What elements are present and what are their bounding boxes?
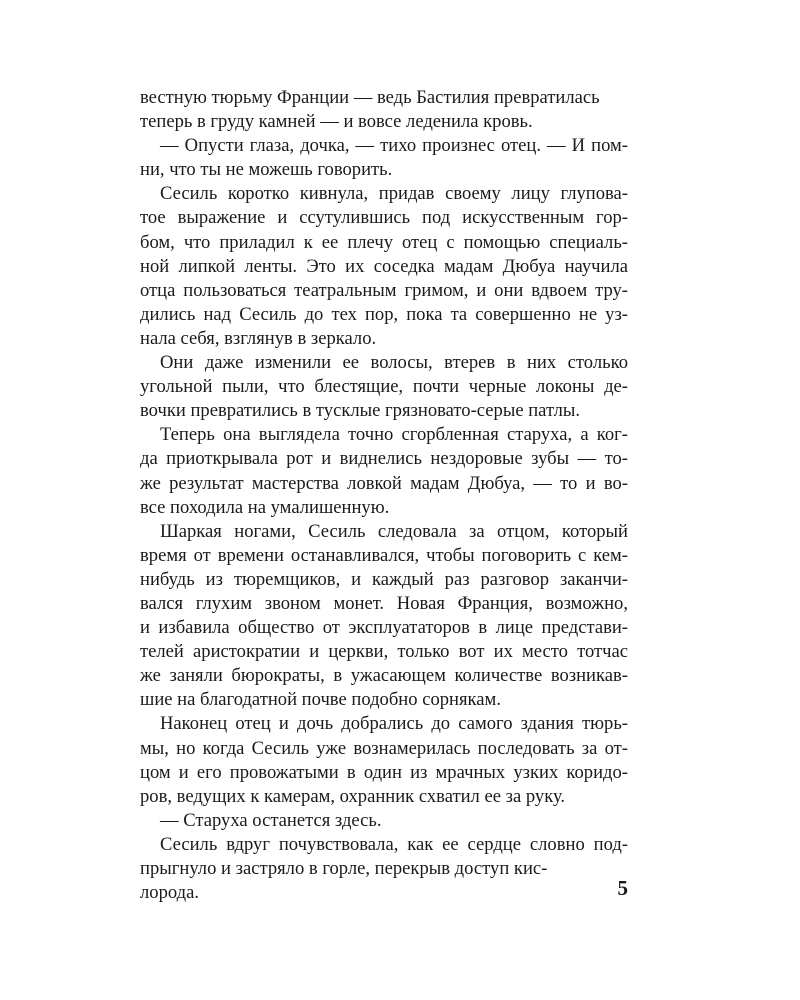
text-line: теперь в груду камней — и вовсе леденила кровь. — [140, 111, 533, 133]
text-line: и избавила общество от эксплуататоров в лице представи- — [140, 617, 628, 639]
text-line: вестную тюрьму Франции — ведь Бастилия превратилась — [140, 87, 600, 108]
text-line: шие на благодатной почве подобно сорнякам. — [140, 689, 501, 711]
text-line: бом, что приладил к ее плечу отец с помощью специаль- — [140, 231, 628, 253]
text-line: прыгнуло и застряло в горле, перекрыв доступ кис- — [140, 858, 548, 879]
text-line: Сесиль вдруг почувствовала, как ее сердце словно под- — [160, 833, 628, 855]
text-line: ров, ведущих к камерам, охранник схватил ее за руку. — [140, 785, 566, 807]
text-line: же результат мастерства ловкой мадам Дюбуа, — то и во- — [140, 472, 628, 494]
text-line: ной липкой ленты. Это их соседка мадам Дюбуа научила — [140, 255, 628, 277]
text-line: цом и его провожатыми в один из мрачных узких коридо- — [140, 761, 628, 783]
text-line: Они даже изменили ее волосы, втерев в них столько — [160, 352, 628, 374]
text-line: Шаркая ногами, Сесиль следовала за отцом, который — [160, 520, 628, 542]
text-line: же заняли бюрократы, в ужасающем количестве возникав- — [140, 665, 628, 687]
text-line: Наконец отец и дочь добрались до самого здания тюрь- — [160, 713, 628, 735]
text-line: Сесиль коротко кивнула, придав своему лицу глупова- — [160, 183, 628, 205]
page-number: 5 — [617, 876, 628, 900]
text-line: дились над Сесиль до тех пор, пока та совершенно не уз- — [140, 303, 628, 325]
text-line: телей аристократии и церкви, только вот их место тотчас — [140, 641, 628, 663]
text-line: лорода. — [140, 882, 199, 904]
text-line: отца пользоваться театральным гримом, и они вдвоем тру- — [140, 279, 628, 301]
text-line: нибудь из тюремщиков, и каждый раз разговор заканчи- — [140, 568, 628, 590]
text-line: мы, но когда Сесиль уже вознамерилась последовать за от- — [140, 737, 628, 759]
text-line: Теперь она выглядела точно сгорбленная старуха, а ког- — [160, 424, 628, 446]
text-line: все походила на умалишенную. — [140, 496, 390, 518]
text-line: угольной пыли, что блестящие, почти черные локоны де- — [140, 376, 628, 398]
text-line: время от времени останавливался, чтобы поговорить с кем- — [140, 544, 628, 566]
text-line: нала себя, взглянув в зеркало. — [140, 327, 377, 349]
text-line: да приоткрывала рот и виднелись нездоровые зубы — то- — [140, 448, 628, 470]
text-line: ни, что ты не можешь говорить. — [140, 159, 393, 181]
text-line: тое выражение и ссутулившись под искусственным гор- — [140, 207, 628, 229]
text-line: вочки превратились в тусклые грязновато-серые патлы. — [140, 400, 581, 422]
text-line: — Старуха останется здесь. — [160, 809, 382, 831]
text-line: вался глухим звоном монет. Новая Франция, возможно, — [140, 592, 628, 614]
text-line: — Опусти глаза, дочка, — тихо произнес отец. — И пом- — [160, 135, 628, 157]
body-text — [140, 86, 628, 905]
